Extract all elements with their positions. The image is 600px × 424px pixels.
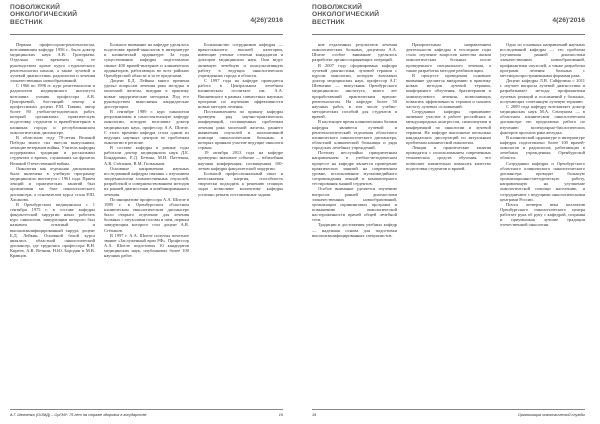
text-column [10, 42, 95, 406]
right-page [302, 0, 595, 424]
body-paragraph: Основные направления научных исследований кафедры связаны с изучением эпидемиологии злокачественных опухолей, разработкой и совершенствованием методов их ранней диагностики и комбинированного лечения. [104, 165, 189, 197]
body-paragraph: Доцент кафедры Л.В. Сайфулина с 2011 г. изучает вопросы лучевой диагностики и разрабатывает методы профилактики лучевых реакций и осложнений у больных, получающих сочетанную лучевую терапию. [500, 78, 585, 104]
body-paragraph: 19 октября 2013 года на кафедре проведено значимое событие — юбилейная научная конференция, посвященная 100-летию кафедры факультетской хирургии. [198, 150, 283, 171]
text-column [198, 42, 283, 406]
body-paragraph: В 2007 году сформирована кафедра лучевой диагностики, лучевой терапии с курсом онкологии, которую возглавил доктор медицинских наук, профессор А.Г. Шевченко — выпускник Оренбургского медицинского института, много лет проработавший практическим врачом-рентгенологом. На кафедре более 50 научных работ, в том числе учебно-методических пособий для студентов и врачей. [312, 62, 397, 120]
body-paragraph: Почти четверть века коллектив Оренбургского онкологического центра работает рука об руку с кафедрой, сохраняя и приумножая лучшие традиции отечественной онкологии. [500, 201, 585, 228]
journal-title-line: ОНКОЛОГИЧЕСКИЙ [10, 11, 78, 19]
body-paragraph: С 1966 по 1998 гг. курс рентгенологии и радиологии медицинского института возглавил ученик профессора А.В. Григорьевой, блестящий лектор и профессионал доцент Р.М. Тавкин, автор более 80 учебно-методических работ, который организовал практическую подготовку студентов и врачей-интернов в клиниках города и республиканском онкологическом диспансере. [10, 83, 95, 135]
body-paragraph: Постановлением по приказу кафедры проведен ряд научно-практических конференций, посвященных проблемам лечения рака молочной железы, раннего выявления опухолей и паллиативной помощи онкологическим больным, в которых приняли участие ведущие онкологи страны. [198, 109, 283, 151]
body-paragraph: В составе кафедры в разные годы работали доктор медицинских наук Д.Е. Бондаренко, Е.Д. Бетина, М.И. Паттекин, А.В. Стёпанов, В.М. Гильманов. [104, 145, 189, 166]
body-paragraph: В 1997 г. А.А. Шпеле получил почетное звание «Заслуженный врач РФ». Профессор А.А. Шпеле подготовил 10 кандидатов медицинских наук, опубликовал более 100 научных работ. [104, 232, 189, 259]
body-paragraph: Большинство сотрудников кафедры — врачи-онкологи высшей категории, имеющие ученые степени кандидатов и докторов медицинских наук. Они ведут активную лечебную и консультативную работу в ведущих онкологических учреждениях города и области. [198, 42, 283, 78]
text-columns [312, 42, 585, 406]
body-paragraph: Поэтому неслучайно приоритетным направлением в учебно-методическом процессе на кафедре является проведение практических занятий на современном уровне, использование мультимедийного сопровождения лекций и компьютерного тестирования знаний студентов. [312, 150, 397, 187]
page-footer [10, 409, 283, 420]
body-paragraph: Онкология как отдельная дисциплина была включена в учебную программу медицинского института с 1961 года. Прием лекций и практических занятий был организован на базе онкологического диспансера, а основателем курса стала Р.Ш. Хасанова. [10, 165, 95, 202]
issue-number: 4(26)'2016 [552, 17, 585, 24]
body-paragraph: Сотрудники кафедры и Оренбургского областного клинического онкологического диспансера проводят большую организационно-методическую работу, направленную на улучшение онкологической помощи населению, и сотрудничают с ведущими онкологическими центрами России. [500, 160, 585, 202]
text-column [312, 42, 397, 406]
body-paragraph: В сентябре 1989 г. курс онкологии реорганизован в самостоятельную кафедру онкологии, которую возглавил доктор медицинских наук, профессор А.А. Шпеле. С этого времени кафедра стала одним из ведущих научных центров по проблемам онкологии в регионе. [104, 109, 189, 145]
body-paragraph: Большое внимание на кафедре уделялось подготовке врачей-онкологов в интернатуре и клинической ординатуре. За годы существования кафедры подготовлено свыше 400 врачей-интернов и клинических ординаторов, работающих во всех районах Оренбургской области и за ее пределами. [104, 42, 189, 78]
left-page [0, 0, 293, 424]
text-column [406, 42, 491, 406]
journal-title-line: ВЕСТНИК [10, 18, 43, 26]
body-paragraph: Традиции и достижения учебных кафедр — надежная основа для подготовки высококвалифицированных специалистов. [312, 222, 397, 238]
body-paragraph: В клинической ординатуре и интернатуре кафедры подготовлено более 100 врачей-онкологов и радиологов, работающих в лечебных учреждениях Оренбургской области. [500, 134, 585, 161]
page-header [312, 4, 585, 35]
journal-title-line: ПОВОЛЖСКИЙ [10, 4, 61, 11]
journal-title [10, 4, 77, 26]
body-paragraph: ние отдаленных результатов лечения онкологических больных, доцентом А.А. Шпеле особое внимание уделялось разработке органосохраняющих операций. [312, 42, 397, 63]
journal-title-line: ПОВОЛЖСКИЙ [312, 4, 363, 11]
journal-title-line: ОНКОЛОГИЧЕСКИЙ [312, 11, 380, 19]
text-column [104, 42, 189, 406]
body-paragraph: В областном году 70-летия Великой Победы много сил внесли выпускники, лечащие ветеранов войны. Учитель кафедры поддерживал традиции и рассказывал студентам о врачах, служивших на фронтах Великой Отечественной войны. [10, 134, 95, 166]
body-paragraph: Сотрудники кафедры принимают активное участие в работе российских и международных конгрессов, симпозиумов и конференций по онкологии и лучевой терапии. На кафедре выполнено несколько кандидатских диссертаций по актуальным проблемам клинической онкологии. [406, 109, 491, 145]
body-paragraph: В настоящее время клиническими базами кафедры являются лучевой и рентгенологический отделения областного клинического онкологического диспансера, областной клинической больницы и ряда городских лечебных учреждений. [312, 119, 397, 151]
body-paragraph: В Оренбургском медицинском с 1 сентября 1975 г. в составе кафедры факультетской хирургии начал работать курс онкологии, заведующим которого был назначен опытный и высококвалифицированный хирург, доцент Б.Д. Лейкин. Основной базой курса являлась областной онкологический диспансер, где трудились профессора В.Н. Киреев, А.В. Ветнин, Н.Ю. Бородин и М.В. Кравцов. [10, 201, 95, 259]
body-paragraph: Большой профессиональный опыт и неиссякаемая энергия, способность творчески подходить к решению стоящих задач позволяют коллективу кафедры успешно решать поставленные задачи. [198, 170, 283, 197]
text-column [500, 42, 585, 406]
page-number: 15 [278, 413, 283, 417]
body-paragraph: Лекции и практические занятия проводятся с использованием современных технических средств обучения, что позволяет значительно повысить качество подготовки студентов и врачей. [406, 145, 491, 171]
journal-title-line: ВЕСТНИК [312, 18, 345, 26]
body-paragraph: Доцент Б.Д. Лейкин много времени уделял вопросам лечения рака желудка и молочной железы, внедряя в практику новые хирургические методики. Под его руководством выполнены кандидатские диссертации. [104, 78, 189, 109]
body-paragraph: Первым профессором-рентгенологом, возглавившим кафедру 1956 г., была доктор медицинских наук А.В. Григорьева. Отдельно тем временем под ее руководством кроме курса студенческого рентгенологии начали, а также лучевой и лучевой диагностики, радиологии и лечения злокачественных новообразований. [10, 42, 95, 84]
body-paragraph: Приоритетным направлением деятельности кафедры в последние годы стало изучение вопросов качества жизни онкологических больных после проведенного специального лечения, а также разработка методов реабилитации. [406, 42, 491, 73]
body-paragraph: Особое внимание уделяется изучению вопросов ранней диагностики злокачественных новообразований, организации скрининговых программ и повышению онкологической настороженности врачей общей лечебной сети. [312, 186, 397, 223]
text-columns [10, 42, 283, 406]
issue-number: 4(26)'2016 [250, 17, 283, 24]
body-paragraph: С 2009 года кафедру возглавляет доктор медицинских наук М.А. Сенчукова — в областном клиническом онкологическом диспансере ею продолжена работа по изучению молекулярно-биологических факторов прогноза рака желудка. [500, 103, 585, 135]
body-paragraph: Одно из основных направлений научных исследований кафедры — это проблема улучшения ранней диагностики злокачественных новообразований, профилактики опухолей, а также разработка программ лечения больных с местнораспространенными формами рака. [500, 42, 585, 78]
page-footer [312, 409, 585, 420]
footer-section-title: Организация онкологической службы [517, 413, 585, 417]
journal-title [312, 4, 379, 26]
body-paragraph: В процессе проведения основное внимание уделяется внедрению в практику новых методов лучевой терапии, конформного облучения, брахитерапии и химиолучевого лечения, позволяющих повысить эффективность терапии и снизить частоту лучевых осложнений. [406, 72, 491, 109]
body-paragraph: По инициативе профессора А.А. Шпеле в 1989 г. в Оренбургском областном клиническом онкологическом диспансере было открыто отделение для лечения больных с опухолями головы и шеи, первым заведующим которого стал доцент А.В. Стёпанов. [104, 196, 189, 233]
body-paragraph: С 1997 года на кафедре проводится работа в Центральном лечебном клиническом госпитале им. А.А. Вишневского в рамках совместных научных программ по изучению эффективности новых методов лечения. [198, 78, 283, 109]
page-number: 16 [312, 413, 317, 417]
page-header [10, 4, 283, 35]
footer-running-title: А.Г. Шевченко (ООМД) – ОрГМУ: 75 лет на страже здоровья в государстве [10, 413, 147, 417]
